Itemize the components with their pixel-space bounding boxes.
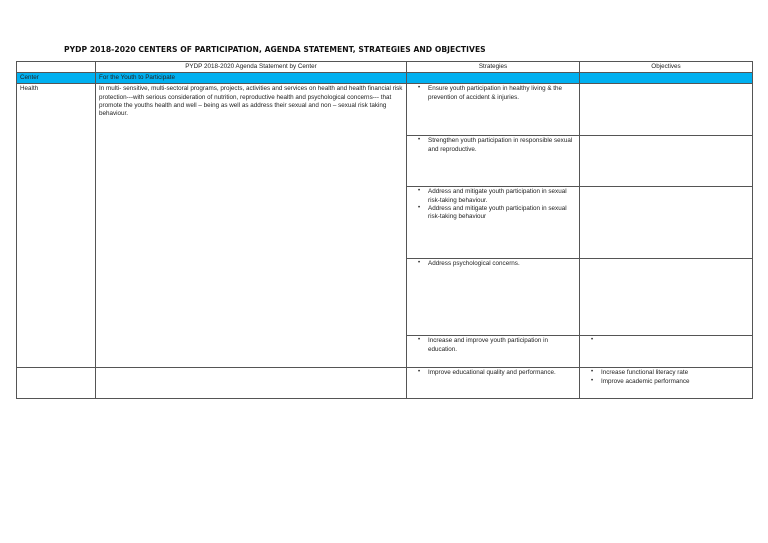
list-item	[410, 369, 576, 377]
strategy-text: Address and mitigate youth participation in sexual risk-taking behaviour.	[428, 188, 567, 204]
agenda-cell	[96, 368, 407, 399]
strategy-cell	[407, 368, 580, 399]
list-item	[410, 260, 576, 268]
strategy-cell	[407, 84, 580, 136]
table-row	[17, 84, 753, 136]
strategy-text: Address psychological concerns.	[428, 260, 520, 268]
objective-cell	[580, 136, 753, 187]
center-cell	[17, 368, 96, 399]
strategy-cell	[407, 259, 580, 336]
strategy-cell	[407, 336, 580, 368]
list-item	[410, 337, 576, 353]
strategy-cell	[407, 187, 580, 259]
list-item	[410, 137, 576, 153]
center-health: Health	[17, 84, 96, 368]
bullet-icon: •	[590, 369, 594, 376]
strategy-text: Strengthen youth participation in responsible sexual and reproductive.	[428, 137, 573, 153]
header-agenda: PYDP 2018-2020 Agenda Statement by Center	[96, 62, 407, 73]
list-item	[583, 337, 749, 345]
header-objectives: Objectives	[580, 62, 753, 73]
health-agenda-statement: In multi- sensitive, multi-sectoral programs, projects, activities and services on health and health financial risk protection---with serious consideration of nutrition, reproductive health and psychological concerns--- that promote the youths health and well – being as well as address their sexual and non – sexual risk taking behaviour.	[96, 84, 407, 368]
list-item	[583, 378, 749, 386]
objective-cell	[580, 187, 753, 259]
subheader-agenda: For the Youth to Participate	[96, 73, 407, 84]
table-header-row	[17, 62, 753, 73]
strategy-text: Improve educational quality and performance.	[428, 369, 556, 377]
strategy-text: Address and mitigate youth participation in sexual risk-taking behaviour	[428, 204, 567, 220]
bullet-icon: •	[417, 85, 421, 92]
strategy-text: Increase and improve youth participation in education.	[428, 337, 549, 353]
header-strategies: Strategies	[407, 62, 580, 73]
bullet-icon: •	[417, 369, 421, 376]
bullet-icon: •	[417, 188, 421, 195]
objective-text: Increase functional literacy rate	[601, 369, 689, 377]
subheader-center: Center	[17, 73, 96, 84]
list-item	[583, 369, 749, 377]
bullet-icon: •	[417, 137, 421, 144]
centers-table	[16, 61, 753, 399]
subheader-strategies	[407, 73, 580, 84]
document-title: PYDP 2018-2020 CENTERS OF PARTICIPATION, AGENDA STATEMENT, STRATEGIES AND OBJECTIVES	[64, 45, 486, 54]
bullet-icon: •	[417, 337, 421, 344]
objective-cell	[580, 368, 753, 399]
list-item	[410, 205, 576, 221]
strategy-cell	[407, 136, 580, 187]
bullet-icon: •	[417, 204, 421, 211]
header-empty-cell	[17, 62, 96, 73]
bullet-icon: •	[590, 377, 594, 384]
objective-cell	[580, 84, 753, 136]
list-item	[410, 85, 576, 101]
table-row	[17, 368, 753, 399]
objective-cell	[580, 259, 753, 336]
table-subheader-row	[17, 73, 753, 84]
bullet-icon: •	[590, 337, 594, 344]
bullet-icon: •	[417, 260, 421, 267]
list-item	[410, 188, 576, 204]
objective-text: Improve academic performance	[601, 377, 690, 385]
objective-cell	[580, 336, 753, 368]
subheader-objectives	[580, 73, 753, 84]
strategy-text: Ensure youth participation in healthy living & the prevention of accident & injuries.	[428, 85, 563, 101]
